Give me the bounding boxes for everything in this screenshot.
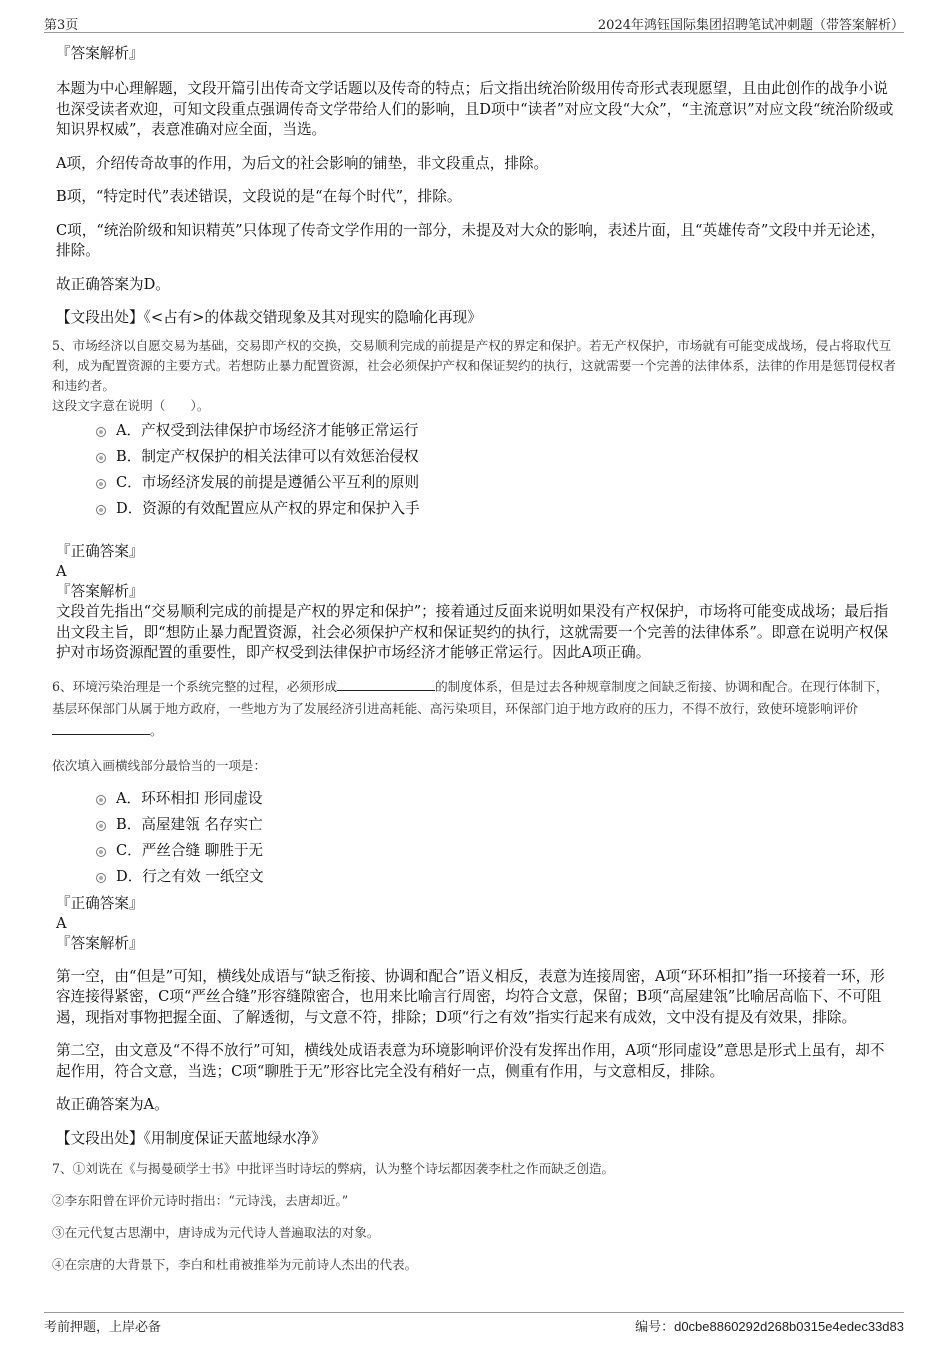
q4-analysis-tag: 『答案解析』 — [56, 45, 144, 62]
q4-analysis-p4: C项，“统治阶级和知识精英”只体现了传奇文学作用的一部分，未提及对大众的影响，表述片面，且“英雄传奇”文段中并无论述，排除。 — [56, 221, 886, 259]
q6-option-d[interactable]: D．行之有效 一纸空文 — [56, 864, 896, 890]
document-code: 编号：d0cbe8860292d268b0315e4edec33d83 — [635, 1319, 904, 1335]
page-footer — [44, 1312, 904, 1335]
q7-sentence-1: 7、①刘诜在《与揭曼硕学士书》中批评当时诗坛的弊病，认为整个诗坛都因袭李杜之作而缺乏创造。 — [52, 1160, 615, 1176]
q5-stem: 5、市场经济以自愿交易为基础，交易即产权的交换，交易顺利完成的前提是产权的界定和保护。若无产权保护，市场就有可能变成战场，侵占将取代互利，成为配置资源的主要方式。若想防止暴力配置资源，社会必须保护产权和保证契约的执行，这就需要一个完善的法律体系，法律的作用是惩罚侵权者和违约者。 — [52, 338, 896, 393]
q6-analysis-p1: 第一空，由“但是”可知，横线处成语与“缺乏衔接、协调和配合”语义相反，表意为连接周密，A项“环环相扣”指一环接着一环，形容连接得紧密，C项“严丝合缝”形容缝隙密合，也用来比喻言行周密，均符合文意，保留；B项“高屋建瓴”比喻居高临下、不可阻遏，现指对事物把握全面、了解透彻，与文意不符，排除；D项“行之有效”指实行起来有成效，文中没有提及有效果，排除。 — [56, 967, 885, 1026]
radio-button[interactable] — [96, 453, 106, 463]
q4-analysis-p3: B项，“特定时代”表述错误，文段说的是“在每个时代”，排除。 — [56, 188, 462, 205]
question-7 — [52, 1159, 896, 1275]
q5-answer-tag: 『正确答案』 — [56, 543, 144, 560]
q6-conclusion: 故正确答案为A。 — [56, 1096, 169, 1113]
q6-options — [56, 786, 896, 890]
q5-option-d[interactable]: D．资源的有效配置应从产权的界定和保护入手 — [56, 496, 896, 522]
q5-answer: A — [56, 563, 67, 580]
q7-sentence-2: ②李东阳曾在评价元诗时指出：“元诗浅，去唐却近。” — [52, 1192, 349, 1208]
fill-blank-2 — [52, 721, 150, 735]
q5-options — [56, 418, 896, 522]
document-title: 2024年鸿钰国际集团招聘笔试冲刺题（带答案解析） — [597, 18, 904, 33]
fill-blank-1 — [337, 677, 435, 691]
q6-question: 依次填入画横线部分最恰当的一项是： — [52, 757, 267, 773]
q7-sentence-3: ③在元代复古思潮中，唐诗成为元代诗人普遍取法的对象。 — [52, 1224, 380, 1240]
page-number: 第3页 — [44, 18, 79, 33]
q7-sentence-4: ④在宗唐的大背景下，李白和杜甫被推举为元前诗人杰出的代表。 — [52, 1256, 418, 1272]
q5-analysis: 文段首先指出“交易顺利完成的前提是产权的界定和保护”；接着通过反面来说明如果没有产权保护，市场将可能变成战场；最后指出文段主旨，即“想防止暴力配置资源，社会必须保护产权和保证契约的执行，这就需要一个完善的法律体系”。即意在说明产权保护对市场资源配置的重要性，即产权受到法律保护市场经济才能够正常运行。因此A项正确。 — [56, 603, 889, 661]
radio-button[interactable] — [96, 821, 106, 831]
q6-option-c[interactable]: C．严丝合缝 聊胜于无 — [56, 838, 896, 864]
footer-slogan: 考前押题，上岸必备 — [44, 1320, 162, 1335]
q4-conclusion: 故正确答案为D。 — [56, 275, 170, 293]
q6-source: 【文段出处】《用制度保证天蓝地绿水净》 — [56, 1129, 326, 1147]
page-header — [44, 12, 904, 33]
q6-option-b[interactable]: B．高屋建瓴 名存实亡 — [56, 812, 896, 838]
radio-button[interactable] — [96, 505, 106, 515]
page-content — [52, 44, 896, 1275]
radio-button[interactable] — [96, 479, 106, 489]
radio-button[interactable] — [96, 427, 106, 437]
q4-source: 【文段出处】《<占有>的体裁交错现象及其对现实的隐喻化再现》 — [56, 309, 482, 326]
radio-button[interactable] — [96, 847, 106, 857]
radio-button[interactable] — [96, 873, 106, 883]
q6-option-a[interactable]: A．环环相扣 形同虚设 — [56, 786, 896, 812]
q5-option-c[interactable]: C．市场经济发展的前提是遵循公平互利的原则 — [56, 470, 896, 496]
q6-answer-tag: 『正确答案』 — [56, 894, 144, 912]
question-6 — [52, 676, 896, 1149]
radio-button[interactable] — [96, 795, 106, 805]
q5-option-a[interactable]: A．产权受到法律保护市场经济才能够正常运行 — [56, 418, 896, 444]
q6-analysis-tag: 『答案解析』 — [56, 934, 144, 952]
q4-analysis-p1: 本题为中心理解题，文段开篇引出传奇文学话题以及传奇的特点；后文指出统治阶级用传奇形式表现愿望，且由此创作的战争小说也深受读者欢迎，可知文段重点强调传奇文学带给人们的影响，且D项中“读者”对应文段“大众”，“主流意识”对应文段“统治阶级或知识界权威”，表意准确对应全面，当选。 — [56, 80, 894, 138]
question-5 — [52, 336, 896, 664]
q5-option-b[interactable]: B．制定产权保护的相关法律可以有效惩治侵权 — [56, 444, 896, 470]
q6-stem: 6、环境污染治理是一个系统完整的过程，必须形成 的制度体系，但是过去各种规章制度之间缺乏衔接、协调和配合。在现行体制下，基层环保部门从属于地方政府，一些地方为了发展经济引进高耗能、高污染项目，环保部门迫于地方政府的压力，不得不放行，致使环境影响评价。 — [52, 678, 889, 738]
q5-analysis-tag: 『答案解析』 — [56, 583, 144, 600]
q6-analysis-p2: 第二空，由文意及“不得不放行”可知，横线处成语表意为环境影响评价没有发挥出作用，A项“形同虚设”意思是形式上虽有，却不起作用，符合文意，当选；C项“聊胜于无”形容比完全没有稍好一点，侧重有作用，与文意相反，排除。 — [56, 1042, 885, 1080]
q5-question: 这段文字意在说明（ ）。 — [52, 398, 210, 413]
q4-analysis-p2: A项，介绍传奇故事的作用，为后文的社会影响的铺垫，非文段重点，排除。 — [56, 154, 549, 172]
q6-answer: A — [56, 914, 67, 932]
